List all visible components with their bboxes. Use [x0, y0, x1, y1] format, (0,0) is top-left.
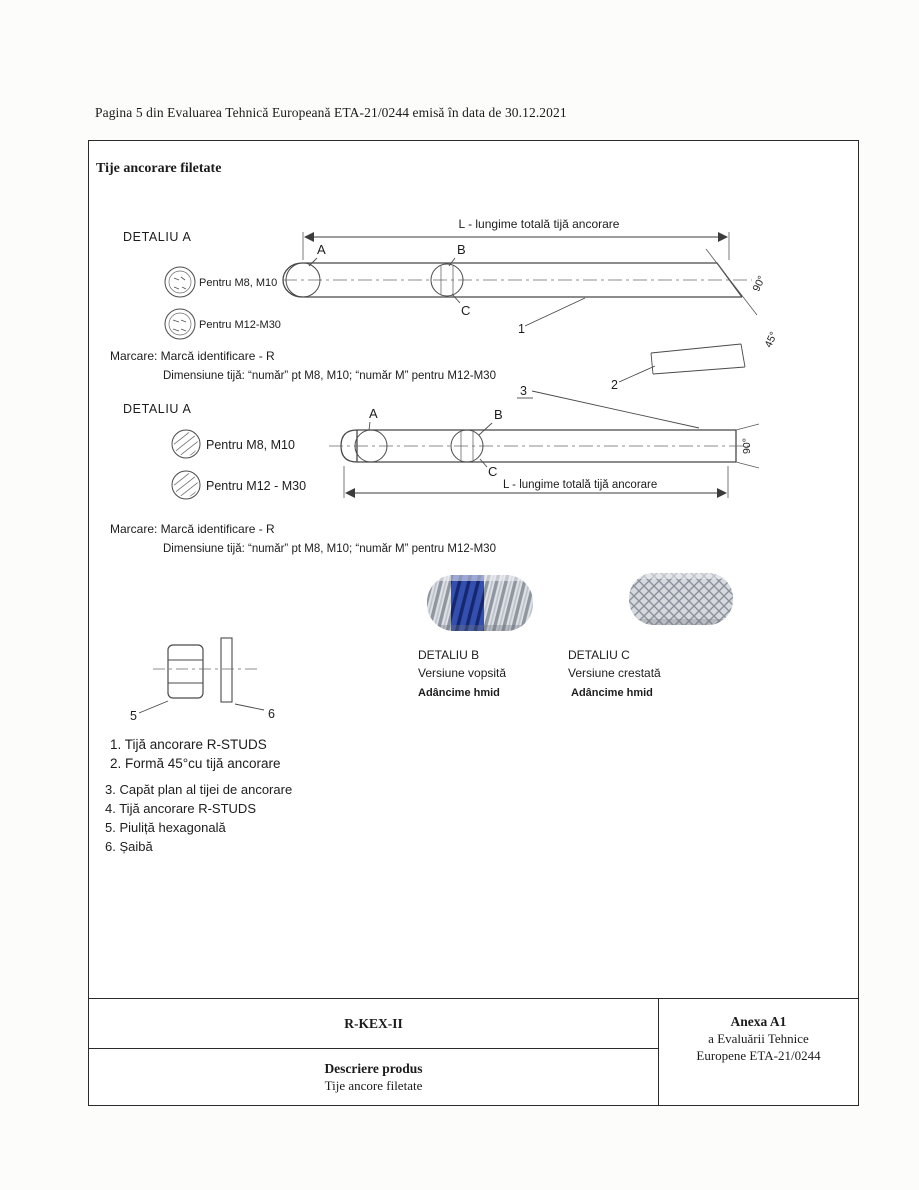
angle-90-top: 90° [750, 273, 769, 294]
detail-c-title: DETALIU C [568, 648, 630, 662]
marking-line2-bottom: Dimensiune tijă: “număr” pt M8, M10; “număr M” pentru M12-M30 [163, 543, 496, 555]
detail-b-depth: Adâncime hmid [418, 687, 500, 699]
for-m12-label-bottom: Pentru M12 - M30 [206, 479, 307, 493]
for-m8-label-top: Pentru M8, M10 [199, 277, 278, 289]
page-header: Pagina 5 din Evaluarea Tehnică Europeană ETA-21/0244 emisă în data de 30.12.2021 [95, 105, 567, 120]
ref-1: 1 [518, 322, 525, 336]
diagram-chamfered-rod [110, 217, 780, 392]
length-dimension-label-top: L - lungime totală tijă ancorare [458, 217, 620, 231]
washer-side-view [221, 638, 232, 702]
description-value: Tije ancore filetate [324, 1077, 423, 1093]
footer-left-column [89, 999, 659, 1105]
thread-photo-painted [427, 575, 533, 631]
product-code: R-KEX-II [89, 999, 658, 1049]
annex-line2: a Evaluării Tehnice [708, 1031, 809, 1046]
chamfer-cut-piece [651, 344, 745, 374]
technical-diagram [89, 201, 858, 999]
box-title: Tije ancorare filetate [96, 161, 222, 176]
legend-item-2: 2. Formă 45°cu tijă ancorare [110, 756, 281, 771]
for-m8-label-bottom: Pentru M8, M10 [206, 438, 295, 452]
content-box [88, 140, 859, 1106]
detail-a-label-top: DETALIU A [123, 230, 192, 244]
stamp-detail-m12-top [165, 309, 195, 339]
marking-line2-top: Dimensiune tijă: “număr” pt M8, M10; “număr M” pentru M12-M30 [163, 370, 496, 382]
footer-table [89, 998, 858, 1105]
detail-b-subtitle: Versiune vopsită [418, 666, 507, 680]
angle-45-top: 45° [762, 329, 781, 350]
marker-b-bottom: B [494, 407, 503, 422]
ref-2: 2 [611, 378, 618, 392]
marking-line1-bottom: Marcare: Marcă identificare - R [110, 522, 275, 536]
legend-item-3: 3. Capăt plan al tijei de ancorare [105, 782, 293, 797]
for-m12-label-top: Pentru M12-M30 [199, 319, 281, 331]
marker-a-top: A [317, 242, 326, 257]
detail-c-depth: Adâncime hmid [571, 687, 653, 699]
ref-5: 5 [130, 709, 137, 723]
marking-line1-top: Marcare: Marcă identificare - R [110, 349, 275, 363]
stamp-detail-m12-bottom [172, 464, 201, 508]
ref-6: 6 [268, 707, 275, 721]
legend-item-6: 6. Șaibă [105, 839, 153, 854]
legend-item-4: 4. Tijă ancorare R-STUDS [105, 801, 256, 816]
ref-3: 3 [520, 384, 527, 398]
annex-line3: Europene ETA-21/0244 [696, 1048, 821, 1063]
hex-nut-side-view [168, 645, 203, 698]
detail-c-subtitle: Versiune crestată [568, 666, 661, 680]
thread-photo-notched [629, 573, 733, 625]
description-title: Descriere produs [324, 1060, 423, 1076]
marker-a-bottom: A [369, 406, 378, 421]
legend-item-5: 5. Piuliță hexagonală [105, 820, 226, 835]
marker-c-top: C [461, 303, 471, 318]
legend [105, 737, 292, 854]
legend-item-1: 1. Tijă ancorare R-STUDS [110, 737, 267, 752]
annex-cell [659, 999, 858, 1105]
product-description-cell [89, 1049, 658, 1105]
length-dimension-label-bottom: L - lungime totală tijă ancorare [503, 479, 658, 491]
detail-b-title: DETALIU B [418, 648, 480, 662]
marker-b-top: B [457, 242, 466, 257]
stamp-detail-m8-top [165, 267, 195, 297]
stamp-detail-m8-bottom [172, 423, 201, 467]
angle-90-bottom: 90° [741, 438, 753, 454]
diagram-flat-rod [110, 384, 759, 555]
marker-c-bottom: C [488, 464, 498, 479]
detail-a-label-bottom: DETALIU A [123, 402, 192, 416]
annex-title: Anexa A1 [730, 1014, 787, 1029]
